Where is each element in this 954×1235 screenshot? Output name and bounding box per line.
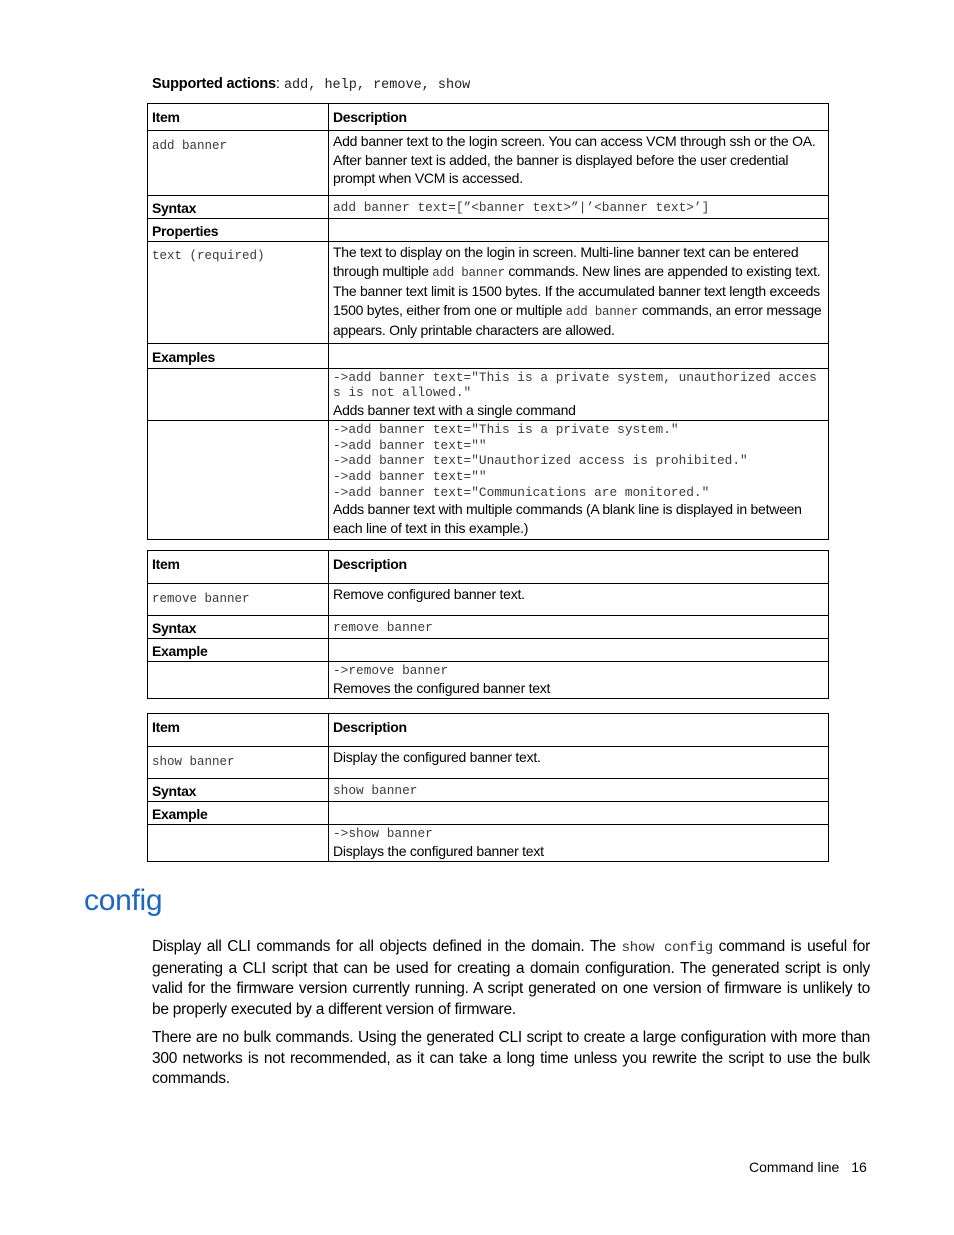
col-item-header: Item [148, 551, 329, 584]
col-description-header: Description [329, 551, 829, 584]
table-row [148, 343, 829, 368]
example-description: Adds banner text with a single command [333, 401, 576, 418]
example-code-line: ->add banner text="Communications are monitored." [333, 484, 710, 500]
add-banner-table [147, 103, 829, 540]
examples-label: Examples [148, 343, 329, 368]
footer-section: Command line [749, 1159, 840, 1175]
command-description: Display the configured banner text. [329, 747, 829, 779]
command-name: show banner [152, 755, 235, 769]
table-row [148, 779, 829, 802]
col-item-header: Item [148, 104, 329, 131]
table-row [148, 131, 829, 196]
example-code: ->remove banner [333, 663, 449, 678]
property-description: The text to display on the login in screen. Multi-line banner text can be entered through multiple add banner commands. New lines are appended to existing text. The banner text limit is 1500 bytes. If the accumulated banner text length exceeds 1500 bytes, either from one or multiple add banner commands, an error message appears. Only printable characters are allowed. [329, 242, 829, 344]
example-description: Displays the configured banner text [333, 842, 544, 859]
example-code-line: ->add banner text="Unauthorized access is prohibited." [333, 453, 748, 469]
table-row [148, 242, 829, 344]
command-description: Remove configured banner text. [329, 584, 829, 616]
table-row [148, 219, 829, 242]
table-row [148, 639, 829, 662]
table-row [148, 662, 829, 699]
section-paragraph-1: Display all CLI commands for all objects defined in the domain. The show config command is useful for generating a CLI script that can be used for creating a domain configuration. The generated script is only valid for the firmware version currently running. A script generated on one version of firmware is unlikely to be properly executed by a different version of firmware. [152, 938, 870, 1018]
supported-actions-label: Supported actions [152, 76, 276, 92]
inline-code: show config [621, 940, 713, 956]
syntax-label: Syntax [148, 616, 329, 639]
command-description: Add banner text to the login screen. You can access VCM through ssh or the OA. After banner text is added, the banner is displayed before the user credential prompt when VCM is accessed. [329, 131, 829, 196]
property-name: text (required) [152, 249, 265, 263]
col-description-header: Description [329, 104, 829, 131]
col-description-header: Description [329, 714, 829, 747]
properties-label: Properties [148, 219, 329, 242]
table-header-row [148, 714, 829, 747]
table-row [148, 747, 829, 779]
syntax-value: add banner text=[”<banner text>”|’<banner text>’] [333, 200, 710, 215]
table-row [148, 196, 829, 219]
syntax-label: Syntax [148, 779, 329, 802]
section-title: config [84, 884, 163, 917]
example-description: Adds banner text with multiple commands (A blank line is displayed in between each line of text in this example.) [333, 501, 802, 536]
example-code-line: ->add banner text="This is a private system." [333, 422, 679, 438]
command-name: remove banner [152, 592, 250, 606]
example-code-line: ->add banner text="" [333, 437, 487, 453]
table-header-row [148, 104, 829, 131]
table-row [148, 802, 829, 825]
example-code: ->show banner [333, 826, 433, 841]
col-item-header: Item [148, 714, 329, 747]
syntax-label: Syntax [148, 196, 329, 219]
example-code-line: ->add banner text="" [333, 468, 487, 484]
syntax-value: show banner [333, 783, 418, 798]
table-row [148, 825, 829, 862]
command-name: add banner [152, 139, 228, 153]
remove-banner-table [147, 550, 829, 699]
example-label: Example [148, 639, 329, 662]
supported-actions: Supported actions: add, help, remove, show [152, 76, 471, 93]
table-row [148, 584, 829, 616]
syntax-value: remove banner [333, 620, 433, 635]
page-footer [749, 1159, 867, 1175]
section-paragraph-2: There are no bulk commands. Using the generated CLI script to create a large configuration with more than 300 networks is not recommended, as it can take a long time unless you rewrite the script to use the bulk commands. [152, 1029, 870, 1087]
table-row [148, 421, 829, 540]
example-label: Example [148, 802, 329, 825]
page-number: 16 [851, 1159, 867, 1175]
show-banner-table [147, 713, 829, 862]
table-header-row [148, 551, 829, 584]
table-row [148, 616, 829, 639]
example-code: ->add banner text="This is a private system, unauthorized access is not allowed." [333, 369, 817, 401]
table-row [148, 368, 829, 421]
example-description: Removes the configured banner text [333, 679, 551, 696]
supported-actions-values: add, help, remove, show [283, 78, 471, 93]
